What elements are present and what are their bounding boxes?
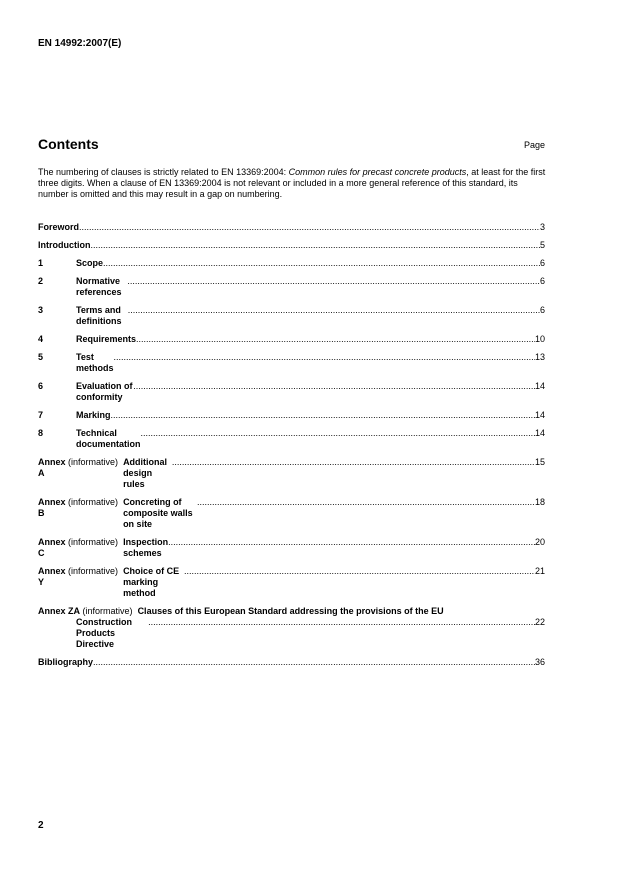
toc-entry-technical-documentation[interactable] [38, 428, 545, 450]
toc-number: 8 [38, 428, 44, 438]
toc-entry-annex-a[interactable] [38, 457, 545, 490]
annex-note: (informative) [68, 537, 119, 547]
toc-number: 5 [38, 352, 44, 362]
dot-leader [133, 381, 535, 392]
dot-leader [141, 428, 535, 439]
toc-page: 14 [534, 381, 545, 391]
toc-number: 3 [38, 305, 44, 315]
toc-page: 5 [539, 240, 545, 250]
toc-title: Choice of CE marking method [123, 566, 180, 598]
dot-leader [127, 276, 540, 287]
page-column-label: Page [523, 140, 545, 150]
toc-title: Scope [76, 258, 104, 268]
dot-leader [128, 305, 540, 316]
annex-label: Annex Y [38, 566, 66, 587]
toc-page: 22 [534, 617, 545, 627]
toc-number: 4 [38, 334, 44, 344]
toc-entry-annex-b[interactable] [38, 497, 545, 530]
toc-entry-terms-and-definitions[interactable] [38, 305, 545, 327]
toc-entry-evaluation-of-conformity[interactable] [38, 381, 545, 403]
toc-entry-bibliography[interactable] [38, 657, 545, 668]
toc-entry-marking[interactable] [38, 410, 545, 421]
toc-number: 2 [38, 276, 44, 286]
intro-text-italic: Common rules for precast concrete products [288, 167, 467, 177]
annex-note: (informative) [68, 457, 119, 467]
toc-entry-test-methods[interactable] [38, 352, 545, 374]
toc-title: Concreting of composite walls on site [123, 497, 193, 529]
toc-title: Introduction [38, 240, 91, 250]
toc-page: 6 [539, 276, 545, 286]
annex-za-line-1 [38, 606, 545, 617]
intro-paragraph [38, 167, 546, 200]
toc-page: 15 [534, 457, 545, 467]
toc-page: 10 [534, 334, 545, 344]
toc-title-continued: Construction Products Directive [76, 617, 132, 649]
toc-title: Marking [76, 410, 111, 420]
annex-za-line-2 [38, 617, 545, 650]
toc-page: 20 [534, 537, 545, 547]
dot-leader [103, 258, 540, 269]
page-number: 2 [38, 820, 44, 831]
dot-leader [91, 240, 540, 251]
toc-title: Normative references [76, 276, 122, 297]
toc-title: Additional design rules [123, 457, 168, 489]
dot-leader [172, 457, 535, 468]
dot-leader [111, 410, 535, 421]
dot-leader [148, 617, 535, 628]
toc-page: 36 [534, 657, 545, 667]
intro-text-1: The numbering of clauses is strictly related to EN 13369:2004: [38, 167, 289, 177]
dot-leader [93, 657, 535, 668]
toc-title: Requirements [76, 334, 137, 344]
dot-leader [184, 566, 535, 577]
toc-page: 13 [534, 352, 545, 362]
annex-label: Annex A [38, 457, 66, 478]
toc-entry-normative-references[interactable] [38, 276, 545, 298]
intro-text-2: , at least for the first three digits. When a clause of EN 13369:2004 is not relevant or included in a more general reference of this standard, its number is omitted and this may result in a gap on numbering. [38, 167, 546, 199]
toc-entry-annex-c[interactable] [38, 537, 545, 559]
toc-entry-annex-y[interactable] [38, 566, 545, 599]
dot-leader [114, 352, 535, 363]
document-header: EN 14992:2007(E) [38, 38, 122, 49]
toc-page: 6 [539, 258, 545, 268]
toc-title: Clauses of this European Standard addressing the provisions of the EU [137, 606, 444, 616]
toc-number: 6 [38, 381, 44, 391]
toc-entry-requirements[interactable] [38, 334, 545, 345]
toc-page: 21 [534, 566, 545, 576]
table-of-contents [38, 222, 545, 675]
annex-label: Annex B [38, 497, 66, 518]
toc-title: Evaluation of conformity [76, 381, 133, 402]
toc-entry-scope[interactable] [38, 258, 545, 269]
toc-entry-introduction[interactable] [38, 240, 545, 251]
dot-leader [197, 497, 535, 508]
annex-note: (informative) [82, 606, 133, 616]
toc-number: 7 [38, 410, 44, 420]
toc-title: Bibliography [38, 657, 94, 667]
toc-title: Inspection schemes [123, 537, 169, 558]
toc-title: Terms and definitions [76, 305, 122, 326]
annex-note: (informative) [68, 566, 119, 576]
toc-page: 18 [534, 497, 545, 507]
toc-entry-foreword[interactable] [38, 222, 545, 233]
toc-title: Test methods [76, 352, 114, 373]
toc-page: 14 [534, 428, 545, 438]
annex-label: Annex C [38, 537, 66, 558]
toc-title: Foreword [38, 222, 80, 232]
dot-leader [136, 334, 535, 345]
dot-leader [168, 537, 535, 548]
toc-page: 14 [534, 410, 545, 420]
toc-number: 1 [38, 258, 44, 268]
annex-label: Annex ZA [38, 606, 81, 616]
dot-leader [79, 222, 540, 233]
contents-title: Contents [38, 136, 99, 152]
annex-note: (informative) [68, 497, 119, 507]
toc-page: 6 [539, 305, 545, 315]
toc-entry-annex-za[interactable] [38, 606, 545, 650]
toc-page: 3 [539, 222, 545, 232]
toc-title: Technical documentation [76, 428, 141, 449]
